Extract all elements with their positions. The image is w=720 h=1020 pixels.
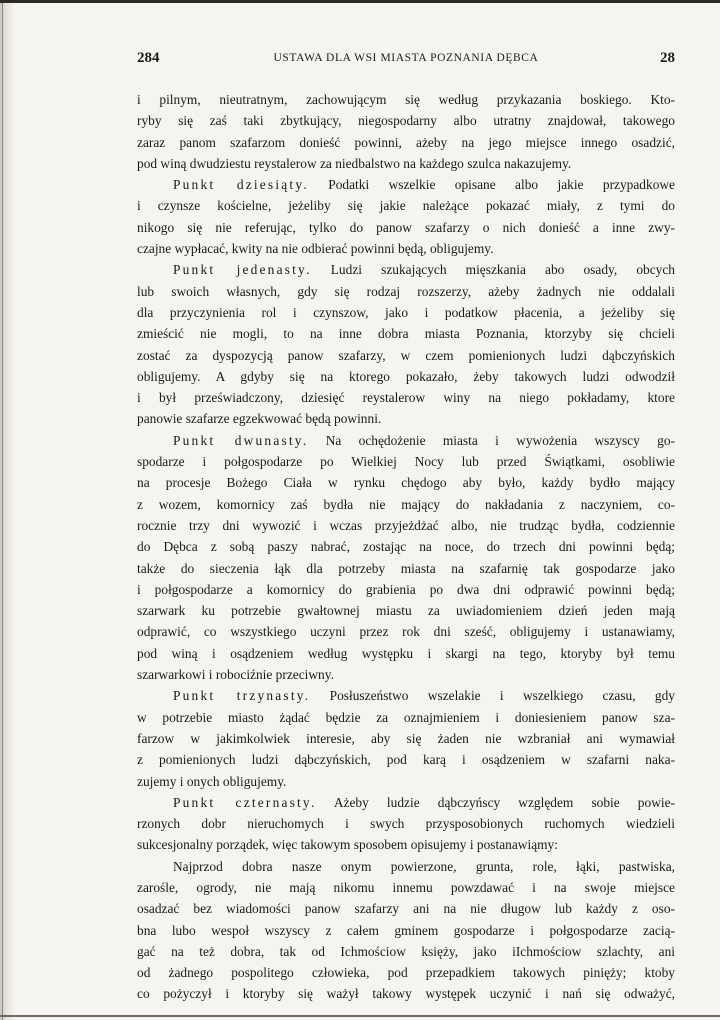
line-text: nikogo się nie referując, tylko do panow szafarzy o nich donieść a inne zwy-	[137, 219, 675, 235]
line-text: pod winą dwudziestu reystalerow za niedbalstwo na każdego szulca nakazujemy.	[137, 155, 572, 171]
text-line	[137, 472, 675, 493]
text-line	[137, 834, 675, 855]
line-text: od żadnego pospolitego człowieka, pod przepadkiem takowych pinięży; ktoby	[137, 965, 675, 981]
text-line	[137, 621, 675, 642]
line-text: szarwarkowi i robociźnie przeciwny.	[137, 667, 334, 683]
text-line	[137, 110, 675, 131]
running-header	[137, 50, 675, 72]
text-line	[137, 451, 675, 472]
line-text: dla przyczynienia rol i czynszow, jako i podatkow płacenia, a jeżeliby się	[137, 304, 675, 320]
line-text: lub swoich własnych, gdy się rodzaj rozszerzy, ażeby żadnych nie oddalali	[137, 283, 675, 299]
text-line	[137, 494, 675, 515]
line-text: zujemy i onych obligujemy.	[137, 773, 287, 789]
left-page-number: 284	[137, 50, 160, 66]
text-line	[137, 600, 675, 621]
line-text: obligujemy. A gdyby się na ktorego pokazało, żeby takowych ludzi odwodził	[137, 368, 675, 384]
line-text: farzow w jakimkolwiek interesie, aby się żaden nie wzbraniał ani wymawiał	[137, 730, 675, 746]
line-text: z wozem, komornicy zaś bydła nie mający do nakładania z naczyniem, co-	[137, 496, 675, 512]
text-line	[137, 238, 675, 259]
text-line	[137, 89, 675, 110]
top-border	[0, 0, 720, 3]
section-heading: Punkt dwunasty.	[173, 432, 309, 448]
line-text: bna lubo wespoł wszyscy z całem gminem gospodarze i połgospodarze zacią-	[137, 922, 675, 938]
line-text: panowie szafarze egzekwować będą powinni.	[137, 411, 382, 427]
section-heading: Punkt jedenasty.	[173, 262, 312, 278]
text-line	[137, 558, 675, 579]
line-text: na procesje Bożego Ciała w rynku chędogo aby było, każdy bydło mający	[137, 475, 675, 491]
text-line	[137, 408, 675, 429]
line-text: Ażeby ludzie dąbczyńscy względem sobie powie-	[316, 794, 675, 810]
text-line	[137, 195, 675, 216]
text-line	[137, 366, 675, 387]
text-line	[137, 749, 675, 770]
line-text: szarwark ku potrzebie gwałtownej miastu za uwiadomieniem dzień jeden mają	[137, 603, 675, 619]
text-line	[137, 983, 675, 1004]
text-line	[137, 302, 675, 323]
text-line	[137, 579, 675, 600]
body-text	[137, 89, 675, 1005]
text-line	[137, 792, 675, 813]
text-line	[137, 515, 675, 536]
page-edge-line	[2, 0, 3, 1020]
bottom-border	[0, 1015, 720, 1017]
section-heading: Punkt czternasty.	[173, 794, 317, 810]
text-line	[137, 813, 675, 834]
line-text: także do sieczenia łąk dla potrzeby miasta na szafarnię tak gospodarze jako	[137, 560, 675, 576]
text-line	[137, 771, 675, 792]
text-line	[137, 217, 675, 238]
text-line	[137, 536, 675, 557]
text-line	[137, 323, 675, 344]
text-line	[137, 153, 675, 174]
line-text: z pomienionych ludzi dąbczyńskich, pod karą i osądzeniem w szafarni naka-	[137, 752, 675, 768]
line-text: ryby się zaś taki zbytkujący, niegospodarny albo utratny znajdował, takowego	[137, 113, 675, 129]
line-text: zaraz panom szafarzom donieść powinni, ażeby na jego miejsce innego osadzić,	[137, 134, 675, 150]
text-line	[137, 387, 675, 408]
text-line	[137, 898, 675, 919]
text-line	[137, 430, 675, 451]
line-text: Podatki wszelkie opisane albo jakie przypadkowe	[308, 177, 675, 193]
right-page-number: 28	[660, 50, 675, 66]
line-text: czajne wypłacać, kwity na nie odbierać powinni będą, obligujemy.	[137, 241, 494, 257]
text-line	[137, 685, 675, 706]
line-text: co pożyczył i ktoryby się ważył takowy występek uczynić i nań się odważyć,	[137, 986, 675, 1002]
line-text: w potrzebie miasto żądać będzie za oznajmieniem i doniesieniem panow sza-	[137, 709, 675, 725]
line-text: i był przeświadczony, dziesięć reystalerow winy na niego pokładamy, ktore	[137, 390, 675, 406]
line-text: i pilnym, nieutratnym, zachowującym się według przykazania boskiego. Kto-	[137, 92, 675, 107]
text-line	[137, 643, 675, 664]
line-text: zostać za dyspozycją panow szafarzy, w czem pomienionych ludzi dąbczyńskich	[137, 347, 675, 363]
text-line	[137, 345, 675, 366]
text-line	[137, 962, 675, 983]
line-text: odprawić, co wszystkiego uczyni przez rok dni sześć, obligujemy i ustanawiamy,	[137, 624, 675, 640]
line-text: zmieścić nie mogli, to na inne dobra miasta Poznania, ktorzyby się chcieli	[137, 326, 675, 342]
line-text: i czynsze kościelne, jeżeliby się jakie należące pokazać miały, z tymi do	[137, 198, 675, 214]
line-text: Posłuszeństwo wszelakie i wszelkiego czasu, gdy	[310, 688, 675, 704]
line-text: sukcesjonalny porządek, więc takowym sposobem opisujemy i postanawiąmy:	[137, 837, 558, 853]
text-line	[137, 174, 675, 195]
line-text: Na ochędożenie miasta i wywożenia wszyscy go-	[308, 432, 675, 448]
line-text: zarośle, ogrody, nie mają nikomu innemu powzdawać i na swoje miejsce	[137, 879, 675, 895]
text-line	[137, 664, 675, 685]
line-text: i połgospodarze a komornicy do grabienia po dwa dni odprawić powinni będą;	[137, 581, 675, 597]
text-line	[137, 877, 675, 898]
text-line	[137, 707, 675, 728]
text-line	[137, 728, 675, 749]
text-line	[137, 856, 675, 877]
line-text: rzonych dobr nieruchomych i swych przysposobionych ruchomych wiedzieli	[137, 816, 675, 832]
section-heading: Punkt trzynasty.	[173, 688, 311, 704]
text-line	[137, 132, 675, 153]
text-line	[137, 281, 675, 302]
running-title: USTAWA DLA WSI MIASTA POZNANIA DĘBCA	[273, 52, 539, 64]
line-text: spodarze i połgospodarze po Wielkiej Nocy lub przed Świątkami, osobliwie	[137, 454, 675, 470]
section-heading: Punkt dziesiąty.	[173, 177, 309, 193]
line-text: gać na też dobra, tak od Ichmościow księży, jako iIchmościow szlachty, ani	[137, 943, 675, 959]
line-text: Ludzi szukających mięszkania abo osady, obcych	[311, 262, 675, 278]
text-line	[137, 920, 675, 941]
line-text: do Dębca z sobą paszy nabrać, zostając na noce, do trzech dni powinni będą;	[137, 539, 675, 555]
line-text: rocznie trzy dni wywozić i wczas przyjeżdżać albo, nie trudząc bydła, codziennie	[137, 517, 675, 533]
line-text: pod winą i osądzeniem według występku i skargi na tego, ktoryby był temu	[137, 645, 675, 661]
text-line	[137, 941, 675, 962]
line-text: osadzać bez wiadomości panow szafarzy ani na nie długow lub każdy z oso-	[137, 901, 675, 917]
text-line	[137, 259, 675, 280]
line-text: Najprzod dobra nasze onym powierzone, grunta, role, łąki, pastwiska,	[173, 858, 675, 874]
